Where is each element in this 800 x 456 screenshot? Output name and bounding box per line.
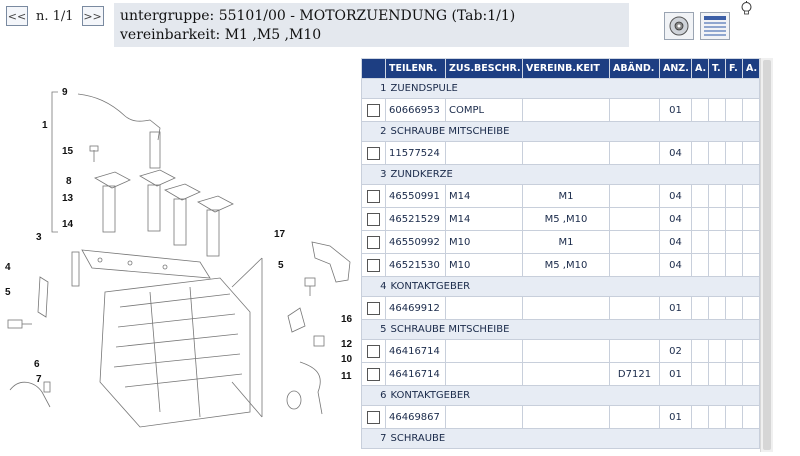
parts-table (361, 58, 760, 449)
row-select-checkbox[interactable] (367, 104, 380, 117)
callout-label: 13 (62, 193, 74, 204)
column-header[interactable]: F. (726, 59, 743, 79)
row-select-checkbox[interactable] (367, 147, 380, 160)
vereinbarkeit-label: vereinbarkeit: (120, 27, 221, 43)
group-name: KONTAKTGEBER (390, 281, 471, 292)
row-select-checkbox[interactable] (367, 236, 380, 249)
group-row (362, 429, 760, 449)
change-cell (610, 297, 660, 320)
flag-cell (709, 406, 726, 429)
table-row[interactable] (362, 297, 760, 320)
select-cell (362, 99, 386, 122)
group-number: 7 (380, 433, 387, 444)
part-number-cell: 46521529 (386, 208, 446, 231)
flag-cell (726, 406, 743, 429)
flag-cell (692, 99, 709, 122)
group-number: 3 (380, 169, 387, 180)
callout-label: 12 (341, 339, 353, 350)
scrollbar-thumb[interactable] (763, 60, 771, 450)
column-header[interactable]: A. (692, 59, 709, 79)
quantity-cell: 01 (660, 99, 692, 122)
vereinbarkeit-value: M1 ,M5 ,M10 (224, 27, 322, 43)
select-cell (362, 406, 386, 429)
group-name: SCHRAUBE MITSCHEIBE (390, 324, 510, 335)
table-header-row (362, 59, 760, 79)
column-header (362, 59, 386, 79)
flag-cell (743, 185, 760, 208)
change-cell: D7121 (610, 363, 660, 386)
flag-cell (743, 297, 760, 320)
callout-label: 17 (274, 229, 286, 240)
flag-cell (692, 297, 709, 320)
quantity-cell: 04 (660, 231, 692, 254)
page-indicator: n. 1/1 (36, 8, 74, 24)
description-cell (446, 297, 523, 320)
row-select-checkbox[interactable] (367, 190, 380, 203)
callout-label: 16 (341, 314, 353, 325)
group-number: 1 (380, 83, 387, 94)
flag-cell (692, 185, 709, 208)
part-number-cell: 11577524 (386, 142, 446, 165)
select-cell (362, 231, 386, 254)
compatibility-cell: M1 (523, 231, 610, 254)
flag-cell (709, 185, 726, 208)
change-cell (610, 185, 660, 208)
select-cell (362, 297, 386, 320)
select-cell (362, 142, 386, 165)
compatibility-cell (523, 297, 610, 320)
table-row[interactable] (362, 406, 760, 429)
change-cell (610, 254, 660, 277)
group-name: SCHRAUBE MITSCHEIBE (390, 126, 510, 137)
quantity-cell: 04 (660, 185, 692, 208)
description-cell (446, 340, 523, 363)
quantity-cell: 04 (660, 254, 692, 277)
flag-cell (692, 363, 709, 386)
part-number-cell: 46550992 (386, 231, 446, 254)
column-header[interactable]: ZUS.BESCHR. (446, 59, 523, 79)
row-select-checkbox[interactable] (367, 259, 380, 272)
compatibility-cell: M5 ,M10 (523, 254, 610, 277)
quantity-cell: 02 (660, 340, 692, 363)
flag-cell (743, 254, 760, 277)
flag-cell (743, 363, 760, 386)
change-cell (610, 340, 660, 363)
change-cell (610, 99, 660, 122)
group-row (362, 79, 760, 99)
flag-cell (692, 254, 709, 277)
flag-cell (709, 363, 726, 386)
flag-cell (726, 363, 743, 386)
quantity-cell: 01 (660, 363, 692, 386)
flag-cell (743, 231, 760, 254)
group-title (380, 165, 760, 185)
select-cell (362, 208, 386, 231)
parts-list-icon[interactable] (700, 12, 730, 40)
exploded-parts-diagram (0, 82, 356, 452)
flag-cell (743, 208, 760, 231)
column-header[interactable]: A. (743, 59, 760, 79)
table-row[interactable] (362, 185, 760, 208)
select-cell (362, 185, 386, 208)
description-cell (446, 406, 523, 429)
untergruppe-line (120, 7, 623, 26)
flag-cell (726, 254, 743, 277)
description-cell: COMPL (446, 99, 523, 122)
table-row[interactable] (362, 363, 760, 386)
group-name: KONTAKTGEBER (390, 390, 471, 401)
quantity-cell: 04 (660, 142, 692, 165)
flag-cell (692, 231, 709, 254)
parts-diagram-icon[interactable] (664, 12, 694, 40)
group-row (362, 386, 760, 406)
table-row[interactable] (362, 208, 760, 231)
callout-label: 8 (66, 176, 72, 187)
group-number: 4 (380, 281, 387, 292)
lightbulb-icon[interactable] (740, 1, 753, 16)
callout-label: 7 (36, 374, 42, 385)
part-number-cell: 46469867 (386, 406, 446, 429)
quantity-cell: 04 (660, 208, 692, 231)
group-title (380, 386, 760, 406)
callout-label: 11 (341, 371, 352, 382)
column-header[interactable]: ABÄND. (610, 59, 660, 79)
callout-label: 6 (34, 359, 40, 370)
callout-label: 14 (62, 219, 74, 230)
flag-cell (692, 340, 709, 363)
untergruppe-value: 55101/00 - MOTORZUENDUNG (Tab:1/1) (218, 8, 516, 24)
callout-label: 15 (62, 146, 74, 157)
row-select-checkbox[interactable] (367, 302, 380, 315)
change-cell (610, 406, 660, 429)
group-row (362, 320, 760, 340)
next-page-button[interactable]: >> (82, 6, 104, 26)
callout-label: 1 (42, 120, 48, 131)
group-number: 5 (380, 324, 387, 335)
table-row[interactable] (362, 254, 760, 277)
row-select-checkbox[interactable] (367, 345, 380, 358)
description-cell (446, 142, 523, 165)
compatibility-cell (523, 340, 610, 363)
description-cell: M14 (446, 208, 523, 231)
compatibility-cell (523, 142, 610, 165)
group-row (362, 122, 760, 142)
change-cell (610, 208, 660, 231)
callout-label: 10 (341, 354, 353, 365)
flag-cell (726, 185, 743, 208)
group-title (380, 122, 760, 142)
flag-cell (709, 208, 726, 231)
flag-cell (726, 340, 743, 363)
description-cell: M10 (446, 231, 523, 254)
column-header[interactable]: T. (709, 59, 726, 79)
table-row[interactable] (362, 142, 760, 165)
compatibility-cell: M1 (523, 185, 610, 208)
vertical-scrollbar[interactable] (760, 58, 773, 452)
change-cell (610, 142, 660, 165)
group-row (362, 277, 760, 297)
flag-cell (709, 99, 726, 122)
select-cell (362, 254, 386, 277)
flag-cell (726, 208, 743, 231)
flag-cell (743, 99, 760, 122)
quantity-cell: 01 (660, 406, 692, 429)
callout-label: 4 (5, 262, 11, 273)
group-number: 2 (380, 126, 387, 137)
group-name: ZUNDKERZE (390, 169, 453, 180)
vereinbarkeit-line (120, 26, 623, 45)
part-number-cell: 60666953 (386, 99, 446, 122)
prev-page-button[interactable]: << (6, 6, 28, 26)
group-info-panel (114, 3, 629, 47)
row-select-checkbox[interactable] (367, 368, 380, 381)
flag-cell (692, 142, 709, 165)
part-number-cell: 46416714 (386, 340, 446, 363)
flag-cell (709, 297, 726, 320)
group-title (380, 429, 760, 449)
table-row[interactable] (362, 340, 760, 363)
compatibility-cell (523, 363, 610, 386)
flag-cell (709, 231, 726, 254)
compatibility-cell: M5 ,M10 (523, 208, 610, 231)
compatibility-cell (523, 99, 610, 122)
flag-cell (726, 142, 743, 165)
part-number-cell: 46416714 (386, 363, 446, 386)
quantity-cell: 01 (660, 297, 692, 320)
description-cell (446, 363, 523, 386)
change-cell (610, 231, 660, 254)
column-header[interactable]: VEREINB.KEIT (523, 59, 610, 79)
flag-cell (709, 340, 726, 363)
row-select-checkbox[interactable] (367, 411, 380, 424)
column-header[interactable]: ANZ. (660, 59, 692, 79)
flag-cell (726, 297, 743, 320)
table-row[interactable] (362, 99, 760, 122)
part-number-cell: 46469912 (386, 297, 446, 320)
flag-cell (726, 231, 743, 254)
flag-cell (726, 99, 743, 122)
flag-cell (709, 254, 726, 277)
description-cell: M10 (446, 254, 523, 277)
flag-cell (743, 406, 760, 429)
flag-cell (743, 142, 760, 165)
group-title (380, 79, 760, 99)
group-name: ZUENDSPULE (390, 83, 458, 94)
column-header[interactable]: TEILENR. (386, 59, 446, 79)
flag-cell (692, 406, 709, 429)
callout-label: 5 (278, 260, 284, 271)
row-select-checkbox[interactable] (367, 213, 380, 226)
description-cell: M14 (446, 185, 523, 208)
callout-label: 9 (62, 87, 68, 98)
callout-label: 5 (5, 287, 11, 298)
group-name: SCHRAUBE (390, 433, 446, 444)
table-row[interactable] (362, 231, 760, 254)
group-row (362, 165, 760, 185)
group-title (380, 320, 760, 340)
page-navigation (6, 6, 104, 26)
flag-cell (709, 142, 726, 165)
part-number-cell: 46550991 (386, 185, 446, 208)
part-number-cell: 46521530 (386, 254, 446, 277)
group-title (380, 277, 760, 297)
flag-cell (743, 340, 760, 363)
select-cell (362, 363, 386, 386)
flag-cell (692, 208, 709, 231)
select-cell (362, 340, 386, 363)
callout-label: 3 (36, 232, 42, 243)
untergruppe-label: untergruppe: (120, 8, 215, 24)
group-number: 6 (380, 390, 387, 401)
compatibility-cell (523, 406, 610, 429)
